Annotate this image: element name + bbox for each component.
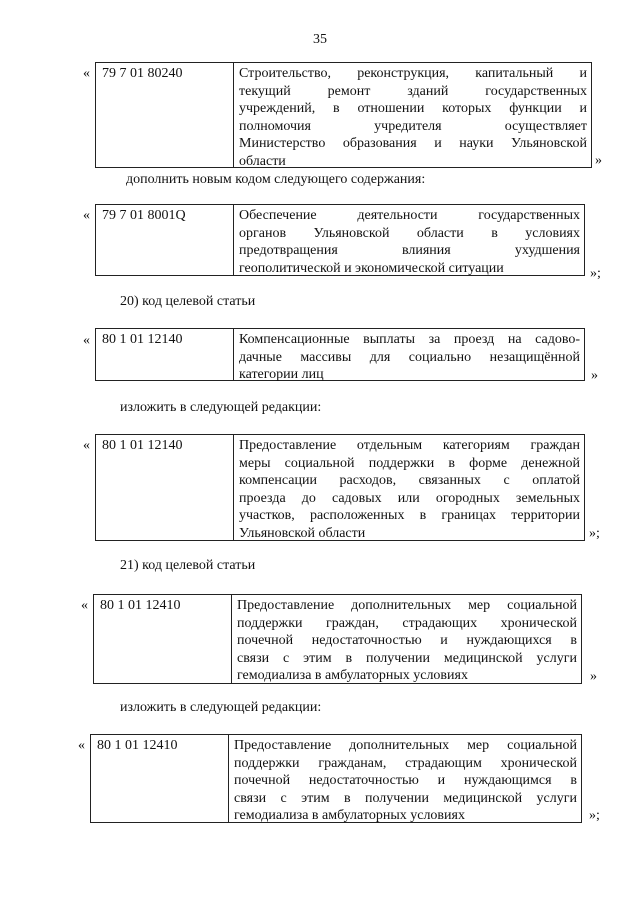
- target-code-cell: 79 7 01 80240: [96, 63, 234, 167]
- code-entry-table: [90, 734, 582, 823]
- description-cell: [234, 63, 591, 167]
- description-line: области: [239, 153, 286, 169]
- code-entry-table: [95, 204, 585, 276]
- description-line: связи с этим в получении медицинской услуги: [237, 650, 577, 666]
- description-line: Предоставление отдельным категориям граждан: [239, 438, 580, 453]
- description-line: полномочия учредителя осуществляет: [239, 118, 587, 134]
- target-code-cell: 80 1 01 12140: [96, 329, 234, 380]
- close-quote: »: [590, 669, 597, 684]
- description-line: почечной недостаточностью и нуждающихся в: [237, 633, 577, 648]
- open-quote: «: [83, 208, 90, 223]
- description-line: компенсации расходов, связанных с оплатой: [239, 473, 580, 488]
- description-line: Министерство образования и науки Ульяновской: [239, 136, 587, 151]
- description-cell: [234, 205, 584, 275]
- target-code-cell: 79 7 01 8001Q: [96, 205, 234, 275]
- target-code-cell: 80 1 01 12410: [94, 595, 232, 683]
- code-entry-table: [95, 434, 585, 541]
- open-quote: «: [81, 598, 88, 613]
- description-line: проезда до садовых или огородных земельных: [239, 490, 580, 506]
- description-line: органов Ульяновской области в условиях: [239, 225, 580, 241]
- description-cell: [232, 595, 581, 683]
- description-line: поддержки гражданам, страдающим хронической: [234, 755, 577, 771]
- description-line: связи с этим в получении медицинской услуги: [234, 790, 577, 806]
- open-quote: «: [78, 738, 85, 753]
- description-line: Обеспечение деятельности государственных: [239, 208, 580, 223]
- description-line: Ульяновской области: [239, 525, 366, 541]
- code-entry-table: [95, 62, 592, 168]
- item-21-heading: 21) код целевой статьи: [120, 558, 256, 573]
- description-line: гемодиализа в амбулаторных условиях: [234, 808, 465, 823]
- description-line: учреждений, в отношении которых функции и: [239, 101, 587, 116]
- instruction-edition: изложить в следующей редакции:: [120, 700, 322, 715]
- description-cell: [234, 435, 584, 540]
- open-quote: «: [83, 438, 90, 453]
- instruction-edition: изложить в следующей редакции:: [120, 400, 322, 415]
- close-quote: »;: [589, 526, 600, 541]
- description-line: предотвращения влияния ухудшения: [239, 243, 580, 258]
- description-line: почечной недостаточностью и нуждающимся в: [234, 773, 577, 788]
- description-line: дачные массивы для социально незащищённой: [239, 349, 580, 365]
- description-line: гемодиализа в амбулаторных условиях: [237, 668, 468, 683]
- description-line: участков, расположенных в границах территории: [239, 508, 580, 523]
- page-number: 35: [313, 32, 327, 47]
- open-quote: «: [83, 66, 90, 81]
- description-cell: [229, 735, 581, 822]
- code-entry-table: [95, 328, 585, 381]
- description-line: Предоставление дополнительных мер социальной: [234, 738, 577, 753]
- open-quote: «: [83, 333, 90, 348]
- target-code-cell: 80 1 01 12410: [91, 735, 229, 822]
- close-quote: »;: [590, 266, 601, 281]
- close-quote: »: [595, 153, 602, 168]
- description-line: поддержки граждан, страдающих хронической: [237, 615, 577, 631]
- instruction-supplement: дополнить новым кодом следующего содержания:: [126, 172, 426, 187]
- description-line: Строительство, реконструкция, капитальный и: [239, 66, 587, 81]
- description-line: текущий ремонт зданий государственных: [239, 83, 587, 99]
- target-code-cell: 80 1 01 12140: [96, 435, 234, 540]
- description-line: геополитической и экономической ситуации: [239, 260, 504, 276]
- description-line: Компенсационные выплаты за проезд на садово-: [239, 332, 580, 347]
- item-20-heading: 20) код целевой статьи: [120, 294, 256, 309]
- description-line: меры социальной поддержки в форме денежной: [239, 455, 580, 471]
- description-line: категории лиц: [239, 367, 324, 382]
- close-quote: »: [591, 368, 598, 383]
- code-entry-table: [93, 594, 582, 684]
- close-quote: »;: [589, 808, 600, 823]
- description-cell: [234, 329, 584, 380]
- description-line: Предоставление дополнительных мер социальной: [237, 598, 577, 613]
